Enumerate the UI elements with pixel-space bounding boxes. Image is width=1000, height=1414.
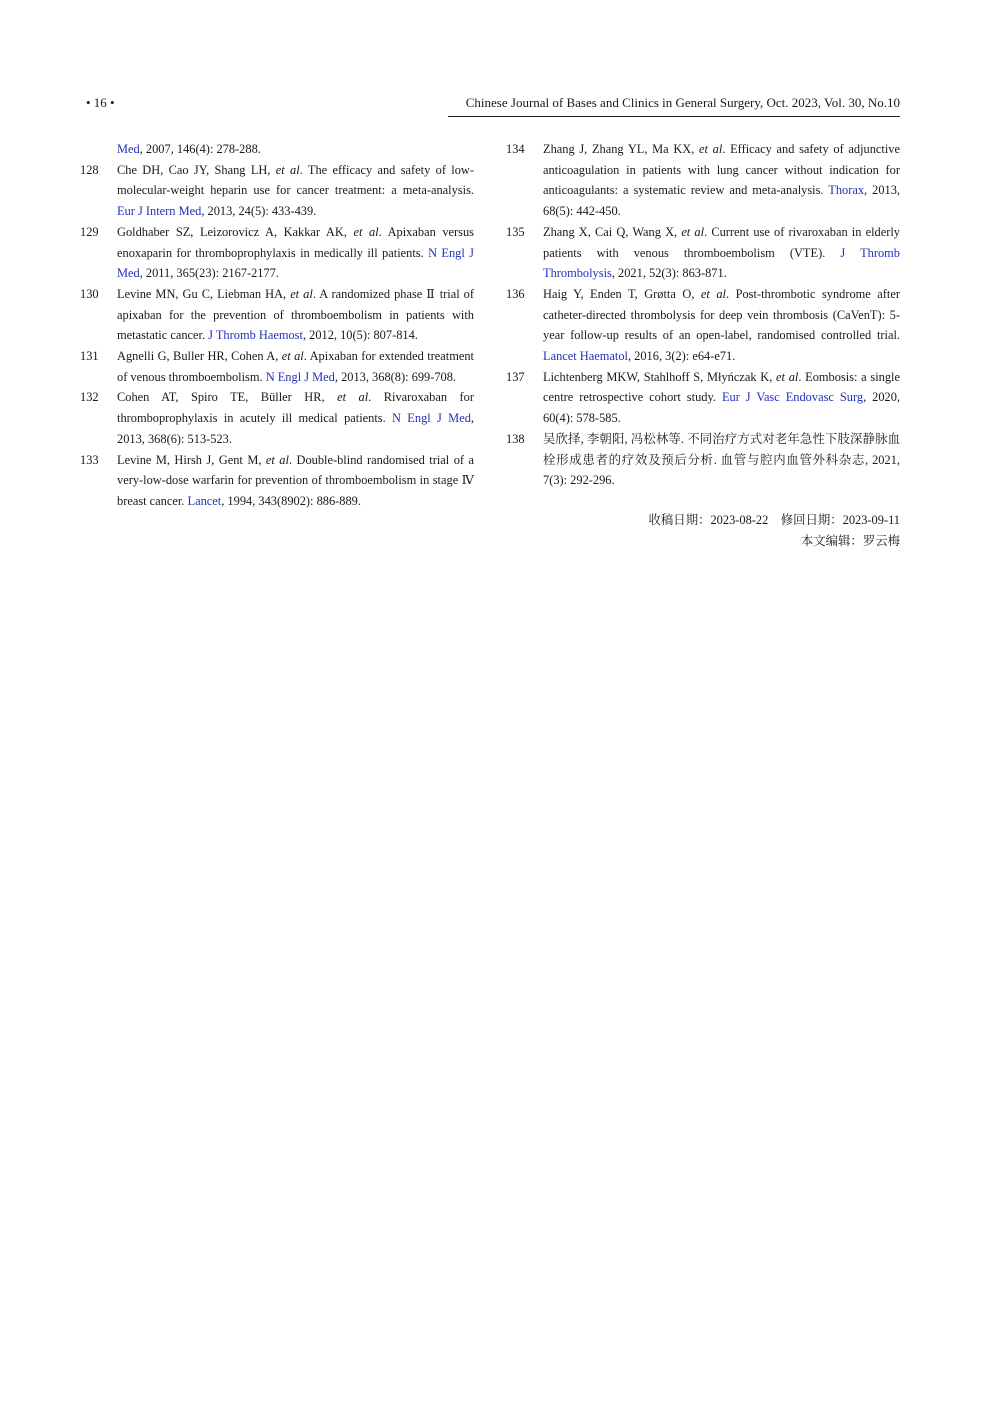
- reference-text: [117, 160, 474, 222]
- reference-citation: , 2020, 60(4): 578-585.: [543, 390, 901, 426]
- reference-entry: [506, 429, 900, 491]
- reference-text: [543, 222, 900, 284]
- reference-entry: [80, 284, 474, 346]
- reference-number: 136: [506, 286, 525, 301]
- reference-authors: Levine M, Hirsh J, Gent M,: [117, 452, 266, 467]
- reference-citation: , 1994, 343(8902): 886-889.: [221, 493, 361, 508]
- reference-entry: [80, 139, 474, 160]
- reference-journal-link[interactable]: J Thromb Thrombolysis: [543, 245, 900, 281]
- journal-title: Chinese Journal of Bases and Clinics in General Surgery, Oct. 2023, Vol. 30, No.10: [465, 95, 900, 110]
- page-number: • 16 •: [86, 95, 115, 110]
- reference-text: [543, 139, 900, 222]
- reference-journal-link[interactable]: Thorax: [828, 183, 865, 198]
- reference-entry: [80, 387, 474, 449]
- reference-title: . Efficacy and safety of adjunctive anticoagulation in patients with lung cancer without indication for anticoagulants: a systematic review and meta-analysis.: [543, 142, 900, 198]
- reference-title: . Rivaroxaban for thromboprophylaxis in acutely ill medical patients.: [117, 390, 474, 426]
- reference-citation: , 2013, 68(5): 442-450.: [543, 183, 900, 219]
- reference-citation: , 2013, 368(6): 513-523.: [117, 411, 474, 446]
- reference-authors: Levine MN, Gu C, Liebman HA,: [117, 286, 291, 301]
- reference-et-al: et al: [700, 286, 726, 301]
- reference-citation: , 2013, 368(8): 699-708.: [334, 369, 457, 384]
- reference-et-al: et al: [776, 369, 799, 384]
- reference-entry: [80, 160, 474, 222]
- reference-authors: Goldhaber SZ, Leizorovicz A, Kakkar AK,: [117, 224, 354, 239]
- references-left-column: [80, 139, 474, 512]
- reference-number: 134: [506, 142, 525, 156]
- reference-journal-link[interactable]: Eur J Vasc Endovasc Surg: [721, 390, 864, 405]
- reference-text: [117, 450, 474, 512]
- reference-number: 128: [80, 162, 99, 177]
- reference-et-al: et al: [290, 286, 313, 301]
- references-right-column: [506, 139, 900, 491]
- reference-authors: Cohen AT, Spiro TE, Büller HR,: [117, 390, 338, 405]
- reference-citation: , 2013, 24(5): 433-439.: [201, 204, 317, 219]
- reference-et-al: et al: [681, 224, 705, 239]
- reference-citation: , 2021, 52(3): 863-871.: [611, 266, 727, 281]
- reference-title: . Apixaban versus enoxaparin for thromboprophylaxis in medically ill patients.: [117, 224, 474, 260]
- reference-authors: Agnelli G, Buller HR, Cohen A,: [117, 349, 282, 364]
- reference-number: 133: [80, 452, 99, 467]
- reference-text: [117, 222, 474, 284]
- reference-title: . The efficacy and safety of low-molecular-weight heparin use for cancer treatment: a meta-analysis.: [117, 162, 474, 198]
- reference-authors: Zhang J, Zhang YL, Ma KX,: [543, 142, 700, 156]
- reference-et-al: et al: [337, 390, 369, 405]
- received-revised-dates: 收稿日期：2023-08-22 修回日期：2023-09-11: [648, 513, 900, 527]
- reference-citation: , 2011, 365(23): 2167-2177.: [139, 266, 279, 281]
- reference-entry: [506, 222, 900, 284]
- reference-journal-link[interactable]: Eur J Intern Med: [117, 204, 202, 219]
- reference-title: . Apixaban for extended treatment of venous thromboembolism.: [117, 349, 474, 384]
- reference-number: 137: [506, 369, 525, 384]
- reference-entry: [506, 367, 900, 429]
- running-header: [86, 95, 900, 115]
- reference-journal-link[interactable]: N Engl J Med: [392, 411, 471, 426]
- reference-text: [543, 284, 900, 367]
- reference-number: 129: [80, 224, 99, 239]
- reference-et-al: et al: [275, 162, 300, 177]
- reference-citation: , 2007, 146(4): 278-288.: [139, 142, 261, 156]
- reference-text: [543, 367, 900, 429]
- reference-journal-link[interactable]: J Thromb Haemost: [208, 328, 303, 343]
- reference-journal-link[interactable]: Lancet: [187, 493, 222, 508]
- reference-et-al: et al: [281, 349, 304, 364]
- reference-authors: 吴欣择, 李朝阳, 冯松林等. 不同治疗方式对老年急性下肢深静脉血栓形成患者的疗效及预后分析. 血管与腔内血管外科杂志, 2021, 7(3): 292-296.: [543, 431, 900, 488]
- header-rule: [448, 116, 900, 117]
- reference-citation: , 2016, 3(2): e64-e71.: [627, 349, 736, 364]
- reference-text: [117, 139, 474, 160]
- reference-title: . A randomized phase Ⅱ trial of apixaban for the prevention of thromboembolism in patients with metastatic cancer.: [117, 286, 474, 343]
- reference-text: [117, 346, 474, 387]
- reference-text: [117, 387, 474, 449]
- reference-number: 130: [80, 286, 99, 301]
- reference-et-al: et al: [699, 142, 723, 156]
- editor-credit: 本文编辑：罗云梅: [800, 534, 900, 548]
- reference-title: . Current use of rivaroxaban in elderly patients with venous thromboembolism (VTE).: [543, 224, 900, 260]
- reference-entry: [506, 284, 900, 367]
- reference-number: 132: [80, 390, 99, 405]
- reference-entry: [80, 450, 474, 512]
- reference-text: [117, 284, 474, 346]
- reference-entry: [80, 346, 474, 387]
- reference-entry: [506, 139, 900, 222]
- reference-authors: Zhang X, Cai Q, Wang X,: [543, 224, 682, 239]
- reference-authors: Che DH, Cao JY, Shang LH,: [117, 162, 276, 177]
- reference-number: 135: [506, 224, 525, 239]
- reference-et-al: et al: [265, 452, 289, 467]
- reference-journal-link[interactable]: N Engl J Med: [117, 245, 475, 281]
- reference-journal-link[interactable]: Lancet Haematol: [543, 349, 628, 364]
- reference-title: . Post-thrombotic syndrome after catheter-directed thrombolysis for deep vein thrombosis (CaVenT): 5-year follow-up results of an open-label, randomised controlled trial.: [543, 286, 900, 343]
- reference-et-al: et al: [353, 224, 379, 239]
- reference-entry: [80, 222, 474, 284]
- reference-number: 131: [80, 349, 99, 364]
- reference-journal-link[interactable]: Med: [117, 142, 140, 156]
- reference-number: 138: [506, 431, 525, 446]
- reference-authors: Haig Y, Enden T, Grøtta O,: [543, 286, 701, 301]
- reference-title: . Double-blind randomised trial of a very-low-dose warfarin for prevention of thromboembolism in stage Ⅳ breast cancer.: [117, 452, 474, 508]
- reference-authors: Lichtenberg MKW, Stahlhoff S, Młyńczak K,: [543, 369, 777, 384]
- reference-text: [543, 429, 900, 491]
- reference-title: . Eombosis: a single centre retrospective cohort study.: [543, 369, 900, 405]
- reference-journal-link[interactable]: N Engl J Med: [265, 369, 335, 384]
- reference-citation: , 2012, 10(5): 807-814.: [302, 328, 418, 343]
